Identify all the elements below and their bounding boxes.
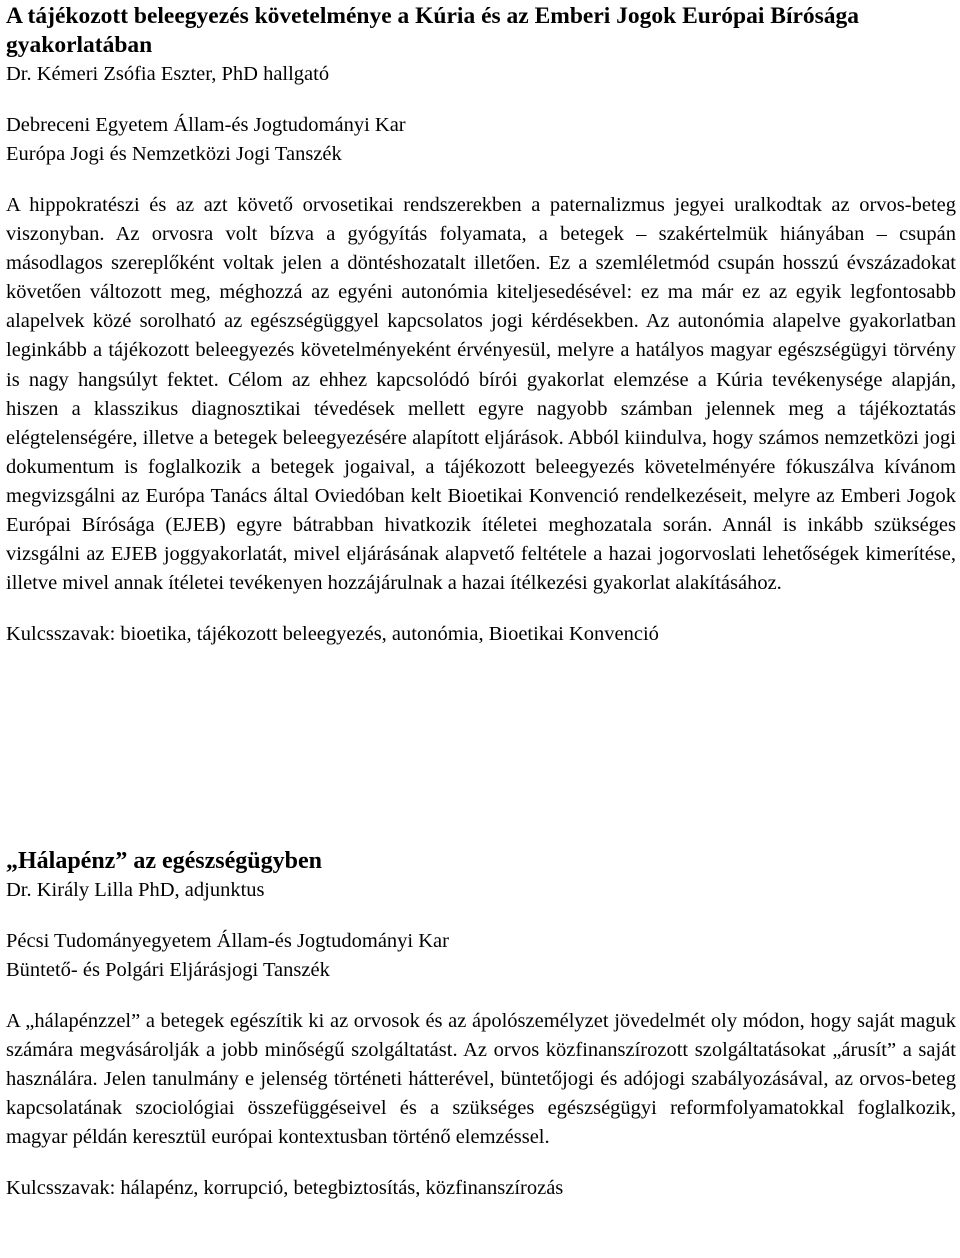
article-2-affiliation-department: Büntető- és Polgári Eljárásjogi Tanszék (6, 959, 330, 981)
article-2-title: „Hálapénz” az egészségügyben (6, 848, 322, 874)
article-1-keywords: Kulcsszavak: bioetika, tájékozott beleegyezés, autonómia, Bioetikai Konvenció (6, 623, 659, 646)
article-1-title: A tájékozott beleegyezés követelménye a Kúria és az Emberi Jogok Európai Bírósága gyakorlatában (6, 3, 860, 58)
article-1-author: Dr. Kémeri Zsófia Eszter, PhD hallgató (6, 63, 330, 85)
article-2-author: Dr. Király Lilla PhD, adjunktus (6, 879, 265, 901)
article-2-abstract: A „hálapénzzel” a betegek egészítik ki az orvosok és az ápolószemélyzet jövedelmét oly módon, hogy saját maguk számára megvásárolják a jobb minőségű szolgáltatást. Az orvos közfinanszírozott szolgáltatásokat „árusít” a saját használára. Jelen tanulmány e jelenség történeti hátterével, büntetőjogi és adójogi szabályozásával, az orvos-beteg kapcsolatának szociológiai összefüggéseivel és a szükséges egészségügyi reformfolyamatokkal foglalkozik, magyar példán keresztül európai kontextusban történő elemzéssel. (6, 1010, 956, 1149)
article-1-affiliation-department: Európa Jogi és Nemzetközi Jogi Tanszék (6, 143, 342, 165)
article-2-affiliation-university: Pécsi Tudományegyetem Állam-és Jogtudományi Kar (6, 930, 449, 952)
article-1-abstract: A hippokratészi és az azt követő orvosetikai rendszerekben a paternalizmus jegyei uralkodtak az orvos-beteg viszonyban. Az orvosra volt bízva a gyógyítás folyamata, a betegek – szakértelmük hiányában – csupán másodlagos szereplőként voltak jelen a döntéshozatalt illetően. Ez a szemléletmód csupán hosszú évszázadokat követően változott meg, méghozzá az egyéni autonómia kiteljesedésével: ez ma már ez az egyik legfontosabb alapelvek közé sorolható az egészségüggyel kapcsolatos jogi kérdésekben. Az autonómia alapelve gyakorlatban leginkább a tájékozott beleegyezés követelményeként érvényesül, melyre a hatályos magyar egészségügyi törvény is nagy hangsúlyt fektet. Célom az ehhez kapcsolódó bírói gyakorlat elemzése a Kúria tevékenysége alapján, hiszen a klasszikus diagnosztikai tévedések mellett egyre nagyobb számban jelennek meg a tájékoztatás elégtelenségére, illetve a betegek beleegyezésére alapított eljárások. Abból kiindulva, hogy számos nemzetközi jogi dokumentum is foglalkozik a betegek jogaival, a tájékozott beleegyezés követelményére fókuszálva kívánom megvizsgálni az Európa Tanács által Oviedóban kelt Bioetikai Konvenció rendelkezéseit, melyre az Emberi Jogok Európai Bírósága (EJEB) egyre bátrabban hivatkozik ítéletei meghozatala során. Annál is inkább szükséges vizsgálni az EJEB joggyakorlatát, mivel eljárásának alapvető feltétele a hazai jogorvoslati lehetőségek kimerítése, illetve mivel annak ítéletei tevékenyen hozzájárulnak a hazai ítélkezési gyakorlat alakításához. (6, 194, 956, 595)
article-2-keywords: Kulcsszavak: hálapénz, korrupció, betegbiztosítás, közfinanszírozás (6, 1177, 564, 1200)
article-1-affiliation-university: Debreceni Egyetem Állam-és Jogtudományi Kar (6, 114, 406, 136)
article-1 (6, 0, 956, 649)
article-2 (6, 846, 956, 1203)
